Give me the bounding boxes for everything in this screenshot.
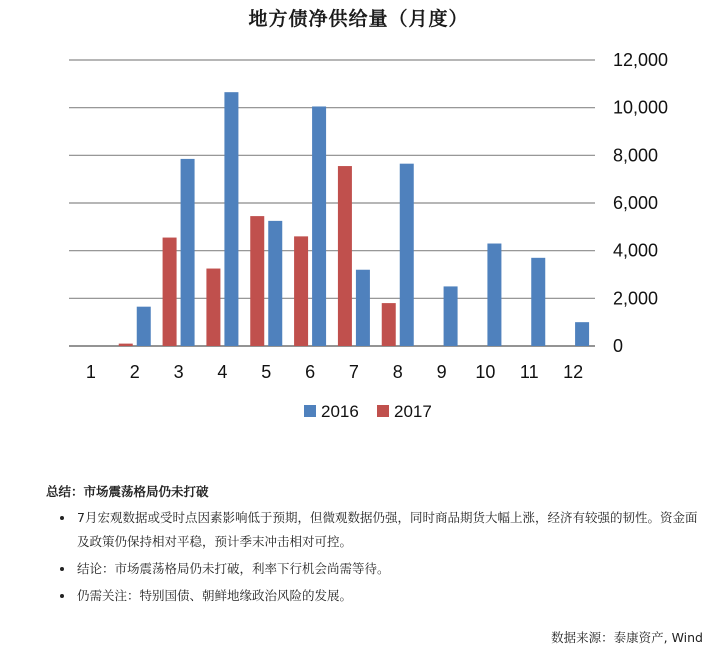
bar-2017 (294, 236, 308, 346)
summary-bullet: • 7月宏观数据或受时点因素影响低于预期，但微观数据仍强，同时商品期货大幅上涨，经济有较强的韧性。资金面及政策仍保持相对平稳，预计季末冲击相对可控。 (75, 506, 706, 554)
y-tick-label: 0 (613, 336, 624, 356)
x-tick-label: 6 (305, 362, 316, 382)
bar-2016 (137, 307, 151, 346)
x-tick-label: 7 (348, 362, 359, 382)
y-tick-label: 6,000 (613, 193, 659, 213)
x-tick-label: 5 (261, 362, 272, 382)
x-tick-label: 8 (392, 362, 403, 382)
bar-2016 (224, 92, 238, 346)
summary-section (46, 480, 706, 611)
x-tick-label: 10 (475, 362, 496, 382)
bar-2017 (382, 303, 396, 346)
y-tick-label: 4,000 (613, 240, 659, 261)
x-tick-label: 2 (129, 362, 140, 382)
legend (304, 402, 432, 421)
bar-2017 (250, 216, 264, 346)
bar-2016 (356, 270, 370, 346)
bars (119, 92, 589, 346)
gridlines (69, 60, 595, 346)
y-tick-label: 8,000 (613, 145, 659, 166)
legend-swatch-2017 (377, 405, 389, 417)
bar-2016 (487, 244, 501, 346)
bar-2016 (181, 159, 195, 346)
bar-2017 (206, 269, 220, 346)
summary-bullet: • 结论：市场震荡格局仍未打破，利率下行机会尚需等待。 (75, 557, 706, 581)
bar-2016 (444, 286, 458, 346)
x-tick-label: 9 (436, 362, 447, 382)
bar-2016 (575, 322, 589, 346)
y-tick-label: 10,000 (613, 97, 669, 118)
x-tick-label: 4 (217, 362, 228, 382)
data-source: 数据来源：泰康资产, Wind (551, 630, 703, 645)
x-tick-label: 11 (519, 362, 539, 382)
x-tick-label: 12 (563, 362, 584, 382)
legend-label-2017: 2017 (394, 402, 432, 421)
summary-bullet-list (46, 506, 706, 608)
bar-2016 (400, 164, 414, 346)
bar-2016 (531, 258, 545, 346)
legend-swatch-2016 (304, 405, 316, 417)
bar-2016 (268, 221, 282, 346)
chart-title: 地方债净供给量（月度） (248, 8, 469, 30)
x-tick-label: 3 (173, 362, 184, 382)
y-tick-label: 12,000 (613, 50, 669, 70)
y-tick-label: 2,000 (613, 288, 659, 309)
summary-heading: 总结：市场震荡格局仍未打破 (46, 484, 209, 499)
legend-label-2016: 2016 (321, 402, 359, 421)
x-tick-label: 1 (85, 362, 96, 382)
bar-2016 (312, 106, 326, 346)
bar-2017 (338, 166, 352, 346)
summary-bullet: • 仍需关注：特别国债、朝鲜地缘政治风险的发展。 (75, 584, 706, 608)
bar-2017 (119, 344, 133, 346)
bar-2017 (163, 238, 177, 346)
